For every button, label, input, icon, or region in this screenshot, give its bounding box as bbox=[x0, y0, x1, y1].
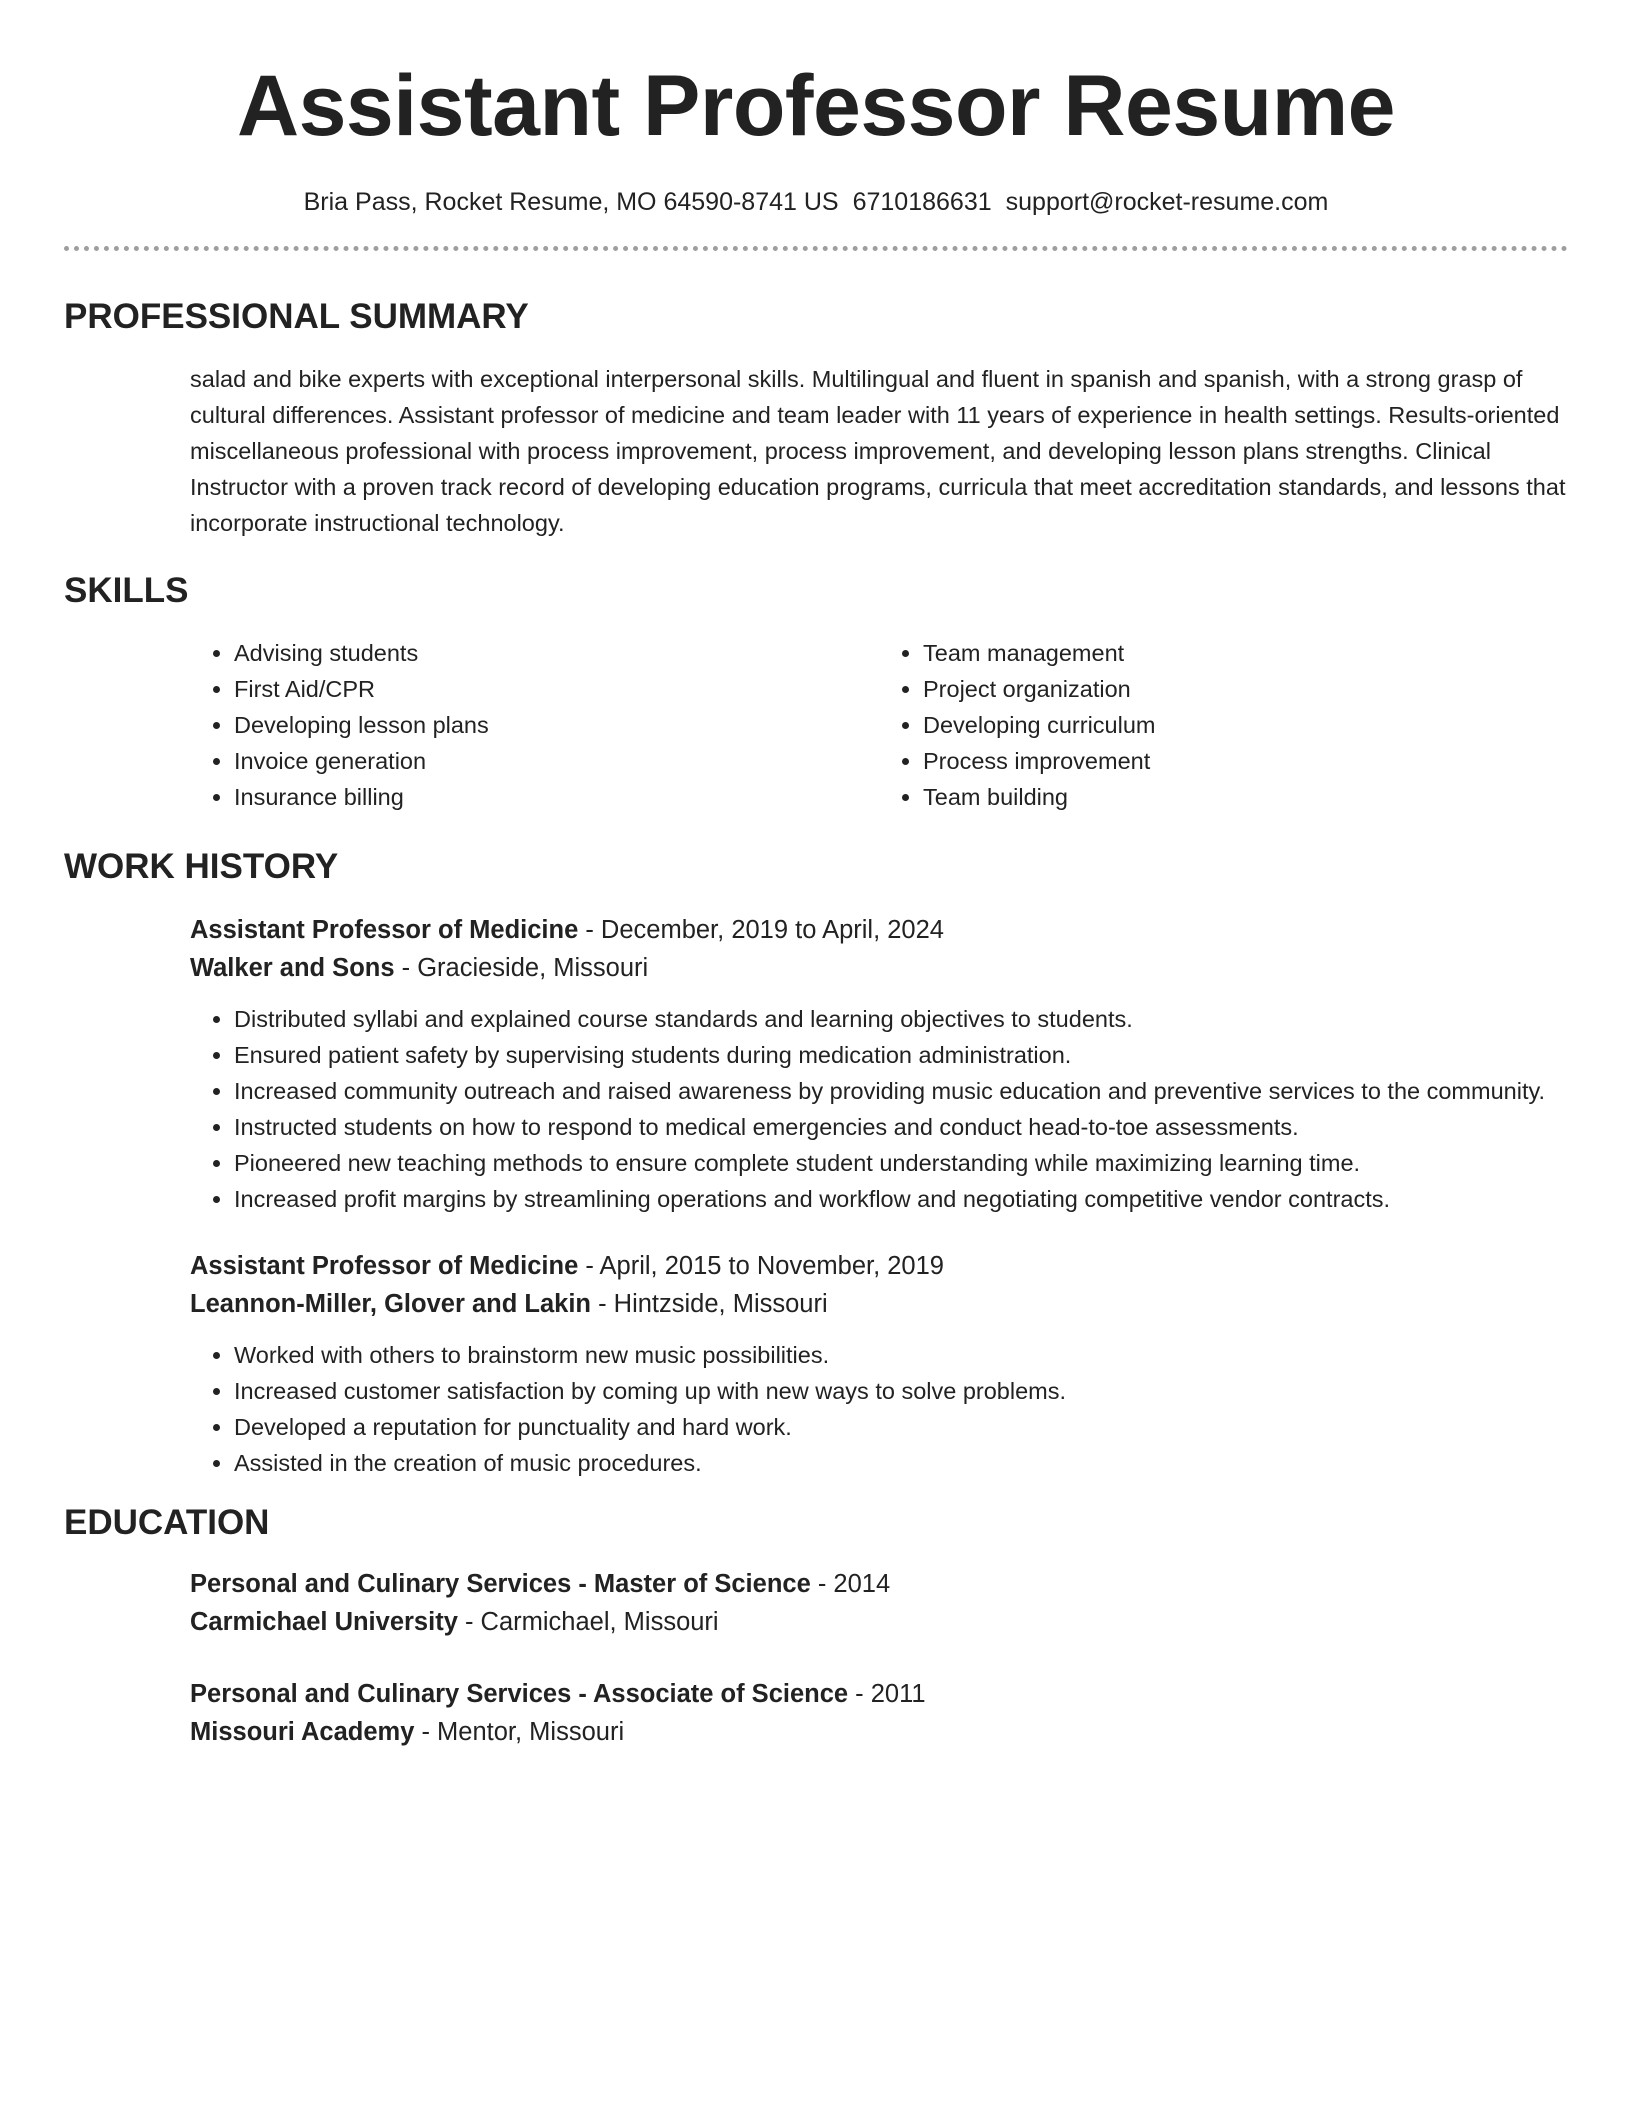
skill-item: • Developing lesson plans bbox=[234, 707, 879, 743]
skill-item: • Insurance billing bbox=[234, 779, 879, 815]
education-entry bbox=[190, 1565, 1568, 1641]
job-company: Leannon-Miller, Glover and Lakin bbox=[190, 1290, 591, 1318]
school-location: - Carmichael, Missouri bbox=[457, 1608, 719, 1636]
job-bullet: • Increased customer satisfaction by coming up with new ways to solve problems. bbox=[234, 1373, 1568, 1409]
skills-column-right bbox=[879, 635, 1568, 815]
summary-text: salad and bike experts with exceptional interpersonal skills. Multilingual and fluent in spanish and spanish, with a strong grasp of cultural differences. Assistant professor of medicine and team leader with 11 years of experience in health settings. Results-oriented miscellaneous professional with process improvement, process improvement, and developing lesson plans strengths. Clinical Instructor with a proven track record of developing education programs, curricula that meet accreditation standards, and lessons that incorporate instructional technology. bbox=[190, 366, 1566, 536]
job-entry bbox=[190, 911, 1568, 1217]
job-company-line bbox=[190, 1285, 1568, 1323]
job-bullet: • Developed a reputation for punctuality and hard work. bbox=[234, 1409, 1568, 1445]
school-line bbox=[190, 1603, 1568, 1641]
job-bullets bbox=[190, 1001, 1568, 1217]
work-history-heading: WORK HISTORY bbox=[64, 847, 339, 886]
summary-heading: PROFESSIONAL SUMMARY bbox=[64, 297, 529, 336]
skills-column-left bbox=[190, 635, 879, 815]
skill-item: • Project organization bbox=[923, 671, 1568, 707]
job-dates: - December, 2019 to April, 2024 bbox=[578, 916, 944, 944]
job-title-line bbox=[190, 1247, 1568, 1285]
job-location: - Hintzside, Missouri bbox=[591, 1290, 828, 1318]
job-role: Assistant Professor of Medicine bbox=[190, 916, 579, 944]
skill-item: • Advising students bbox=[234, 635, 879, 671]
page-title: Assistant Professor Resume bbox=[237, 58, 1395, 154]
school-location: - Mentor, Missouri bbox=[414, 1718, 625, 1746]
job-title-line bbox=[190, 911, 1568, 949]
job-company: Walker and Sons bbox=[190, 954, 395, 982]
school-name: Carmichael University bbox=[190, 1608, 458, 1636]
school-name: Missouri Academy bbox=[190, 1718, 415, 1746]
skill-item: • First Aid/CPR bbox=[234, 671, 879, 707]
school-line bbox=[190, 1713, 1568, 1751]
contact-line bbox=[64, 186, 1568, 218]
job-entry bbox=[190, 1247, 1568, 1481]
degree-year: - 2011 bbox=[848, 1680, 926, 1708]
job-bullet: • Distributed syllabi and explained course standards and learning objectives to students. bbox=[234, 1001, 1568, 1037]
contact-phone: 6710186631 bbox=[852, 188, 992, 216]
job-bullet: • Worked with others to brainstorm new music possibilities. bbox=[234, 1337, 1568, 1373]
job-bullet: • Ensured patient safety by supervising students during medication administration. bbox=[234, 1037, 1568, 1073]
degree-line bbox=[190, 1675, 1568, 1713]
header-divider bbox=[64, 246, 1568, 251]
skill-item: • Team building bbox=[923, 779, 1568, 815]
job-role: Assistant Professor of Medicine bbox=[190, 1252, 579, 1280]
degree-year: - 2014 bbox=[810, 1570, 891, 1598]
job-bullet: • Instructed students on how to respond to medical emergencies and conduct head-to-toe assessments. bbox=[234, 1109, 1568, 1145]
degree-line bbox=[190, 1565, 1568, 1603]
contact-email: support@rocket-resume.com bbox=[1005, 188, 1329, 216]
skill-item: • Process improvement bbox=[923, 743, 1568, 779]
education-entry bbox=[190, 1675, 1568, 1751]
job-bullet: • Assisted in the creation of music procedures. bbox=[234, 1445, 1568, 1481]
skill-item: • Invoice generation bbox=[234, 743, 879, 779]
degree-name: Personal and Culinary Services - Master of Science bbox=[190, 1570, 811, 1598]
job-bullet: • Pioneered new teaching methods to ensure complete student understanding while maximizing learning time. bbox=[234, 1145, 1568, 1181]
job-bullet: • Increased community outreach and raised awareness by providing music education and preventive services to the community. bbox=[234, 1073, 1568, 1109]
skills-heading: SKILLS bbox=[64, 571, 189, 610]
job-company-line bbox=[190, 949, 1568, 987]
degree-name: Personal and Culinary Services - Associate of Science bbox=[190, 1680, 849, 1708]
resume-page bbox=[64, 0, 1568, 1751]
contact-address: Bria Pass, Rocket Resume, MO 64590-8741 US bbox=[303, 188, 839, 216]
skills-grid bbox=[190, 635, 1568, 815]
job-bullet: • Increased profit margins by streamlining operations and workflow and negotiating competitive vendor contracts. bbox=[234, 1181, 1568, 1217]
skill-item: • Team management bbox=[923, 635, 1568, 671]
skill-item: • Developing curriculum bbox=[923, 707, 1568, 743]
job-dates: - April, 2015 to November, 2019 bbox=[578, 1252, 944, 1280]
job-bullets bbox=[190, 1337, 1568, 1481]
education-heading: EDUCATION bbox=[64, 1503, 270, 1542]
job-location: - Gracieside, Missouri bbox=[394, 954, 649, 982]
